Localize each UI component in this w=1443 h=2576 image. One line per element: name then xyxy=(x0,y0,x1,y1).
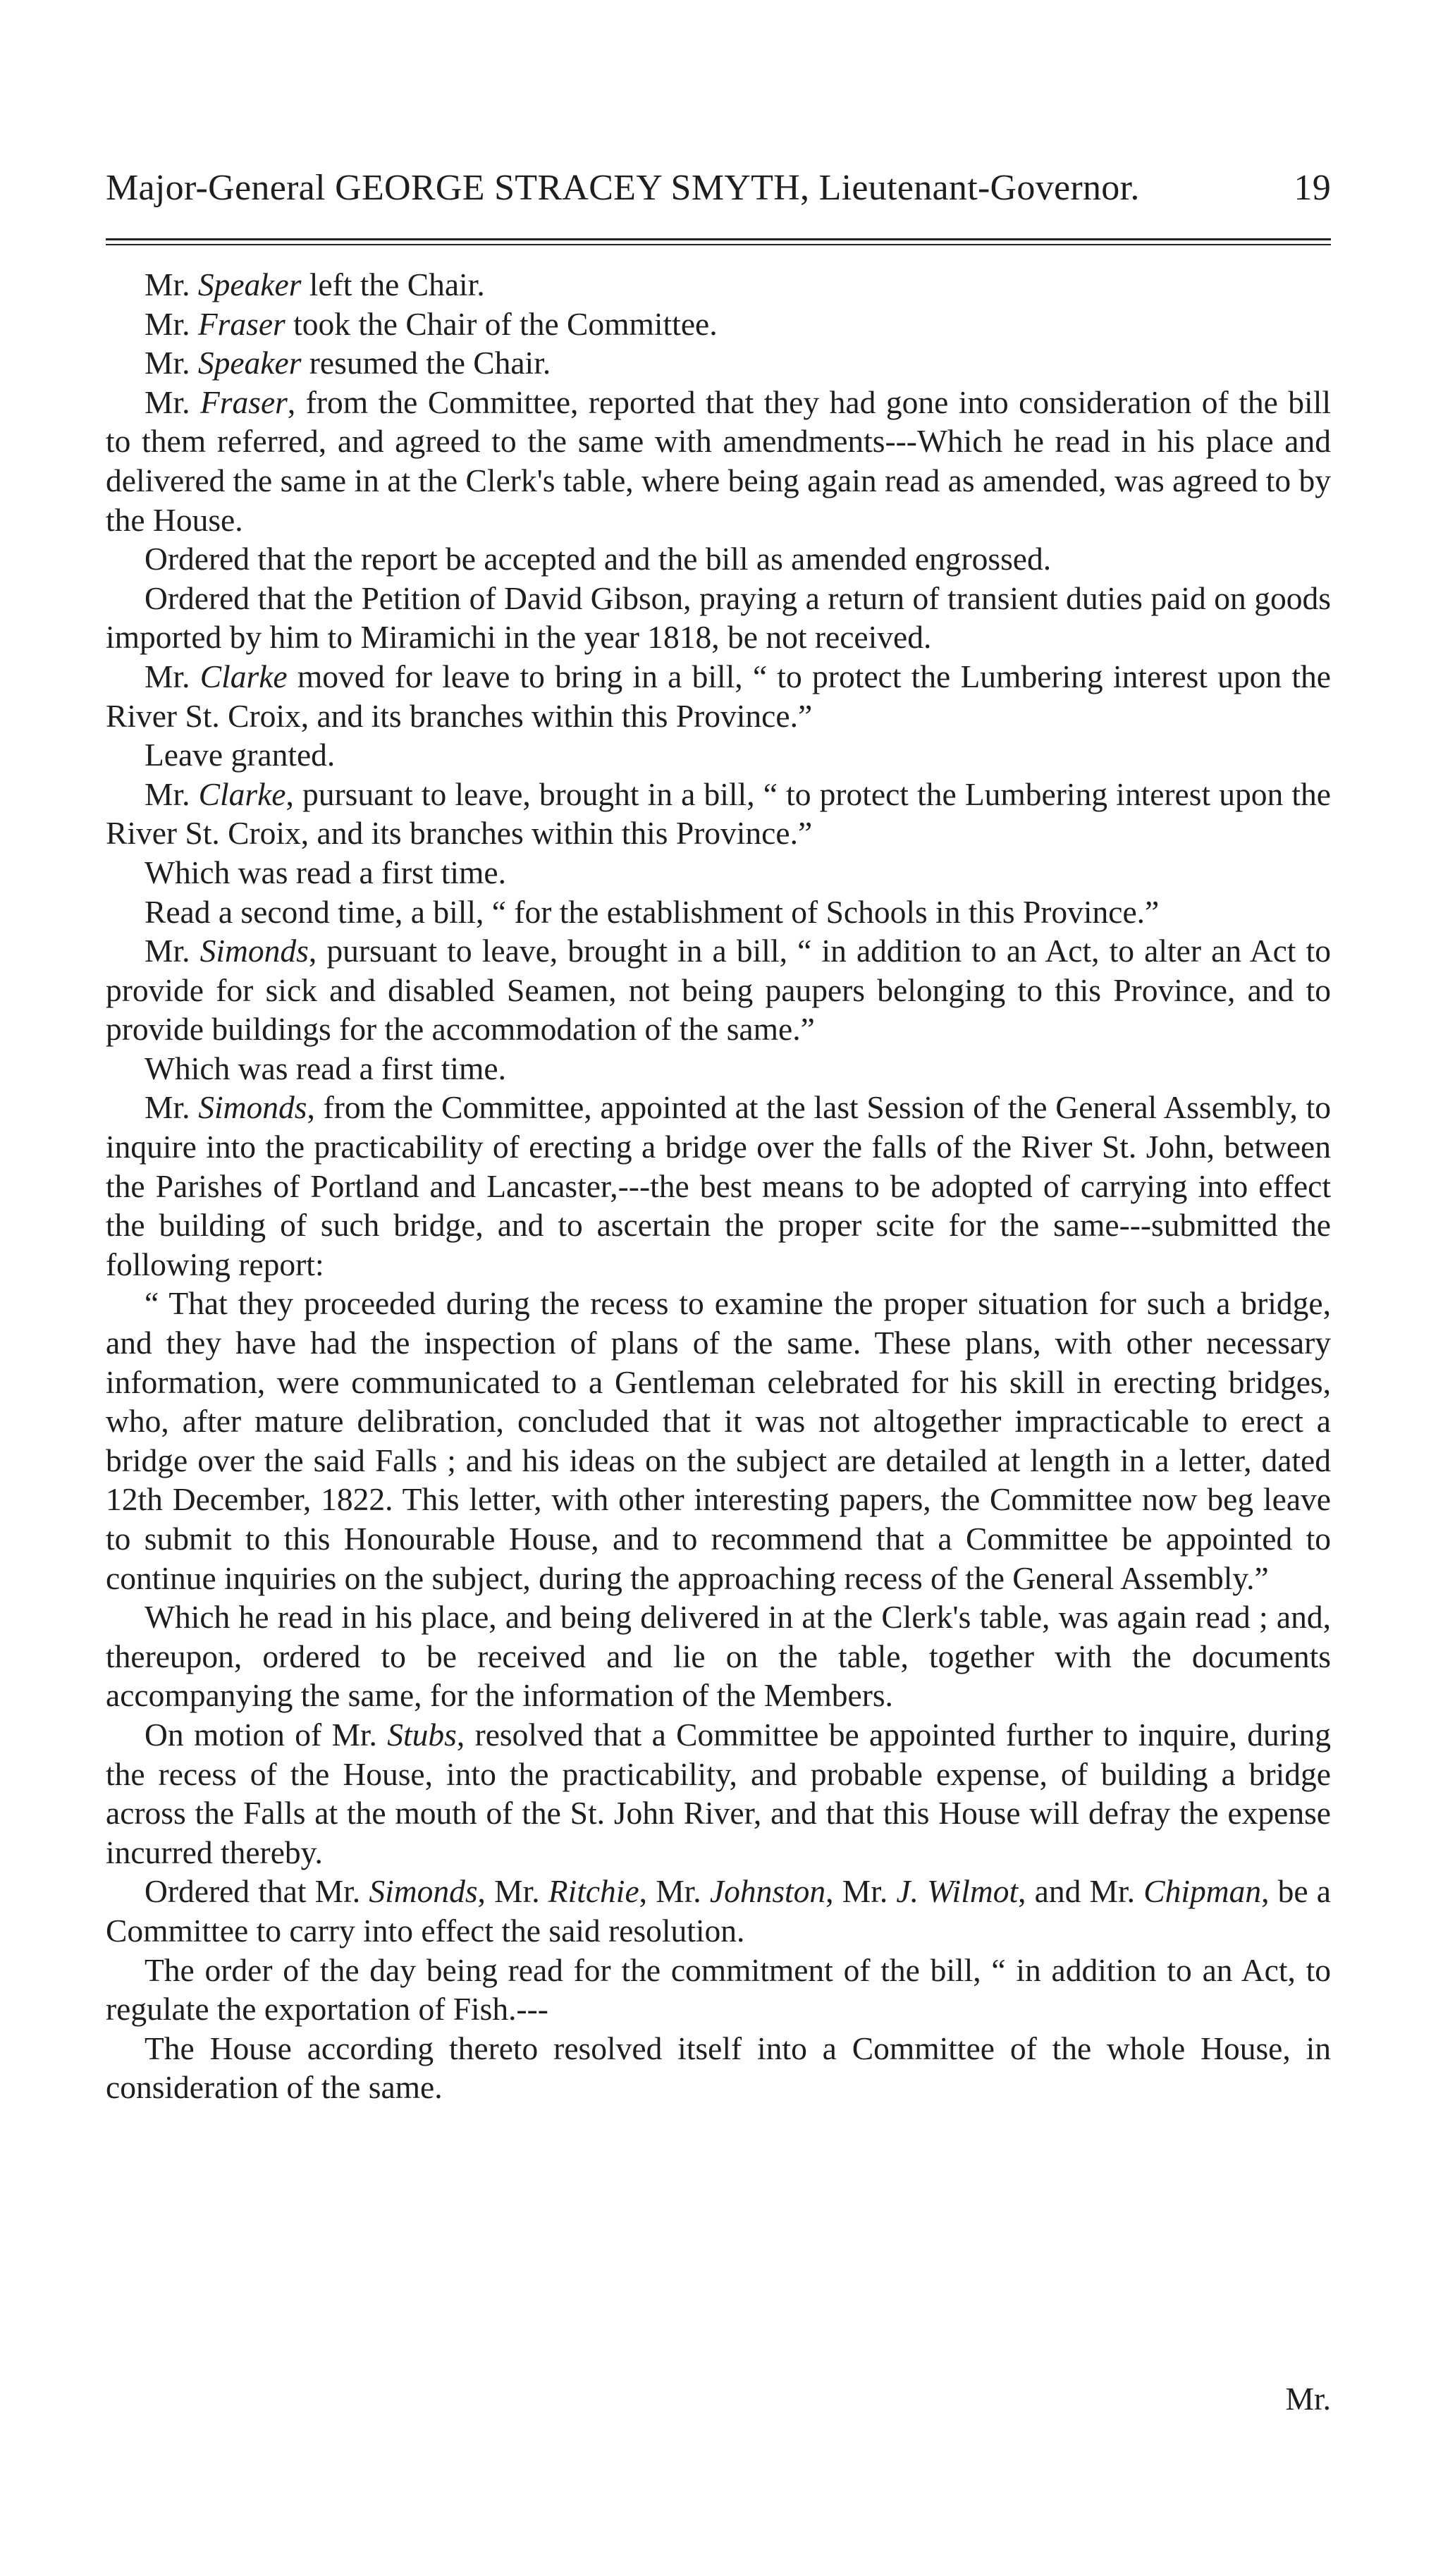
member-name: Simonds xyxy=(198,1089,307,1126)
paragraph: Mr. Simonds, pursuant to leave, brought in a bill, “ in addition to an Act, to alter an Act to provide for sick and disabled Seamen, not being paupers belonging to this Province, and to provide buildings for the accommodation of the same.” xyxy=(106,933,1331,1048)
running-head xyxy=(106,164,1331,213)
member-name: Speaker xyxy=(197,345,302,381)
paragraph: The House according thereto resolved itself into a Committee of the whole House, in consideration of the same. xyxy=(106,2030,1331,2106)
member-name: Johnston xyxy=(709,1873,826,1910)
running-head-title: Major-General GEORGE STRACEY SMYTH, Lieutenant-Governor. xyxy=(106,168,1140,208)
member-name: Fraser xyxy=(197,305,285,342)
body-text xyxy=(106,265,1331,2107)
paragraph: Ordered that Mr. Simonds, Mr. Ritchie, Mr. Johnston, Mr. J. Wilmot, and Mr. Chipman, be a Committee to carry into effect the said resolution. xyxy=(106,1873,1331,1949)
paragraph: Mr. Clarke moved for leave to bring in a bill, “ to protect the Lumbering interest upon the River St. Croix, and its branches within this Province.” xyxy=(106,658,1331,734)
paragraph: Mr. Clarke, pursuant to leave, brought in a bill, “ to protect the Lumbering interest upon the River St. Croix, and its branches within this Province.” xyxy=(106,775,1331,852)
member-name: Clarke xyxy=(198,775,286,812)
paragraph: The order of the day being read for the commitment of the bill, “ in addition to an Act, to regulate the exportation of Fish.--- xyxy=(106,1951,1331,2028)
paragraph: Leave granted. xyxy=(145,737,336,773)
member-name: Chipman xyxy=(1143,1873,1262,1910)
committee-report: “ That they proceeded during the recess to examine the proper situation for such a bridge, and they have had the inspection of plans of the same. These plans, with other necessary information, were communicated to a Gentleman celebrated for his skill in erecting bridges, who, after mature delibration, concluded that it was not altogether impracticable to erect a bridge over the said Falls ; and his ideas on the subject are detailed at length in a letter, dated 12th December, 1822. This letter, with other interesting papers, the Committee now beg leave to submit to this Honourable House, and to recommend that a Committee be appointed to continue inquiries on the subject, during the approaching recess of the General Assembly.” xyxy=(106,1285,1331,1596)
header-rule-thick xyxy=(106,238,1331,240)
paragraph: Mr. Speaker resumed the Chair. xyxy=(145,345,551,381)
member-name: Simonds xyxy=(199,933,309,969)
paragraph: Mr. Speaker left the Chair. xyxy=(145,266,485,302)
header-rule-thin xyxy=(106,244,1331,245)
paragraph: On motion of Mr. Stubs, resolved that a Committee be appointed further to inquire, during the recess of the House, into the practicability, and probable expense, of building a bridge across the Falls at the mouth of the St. John River, and that this House will defray the expense incurred thereby. xyxy=(106,1716,1331,1870)
paragraph: Read a second time, a bill, “ for the establishment of Schools in this Province.” xyxy=(145,893,1160,930)
paragraph: Mr. Simonds, from the Committee, appointed at the last Session of the General Assembly, to inquire into the practicability of erecting a bridge over the falls of the River St. John, between the Parishes of Portland and Lancaster,---the best means to be adopted of carrying into effect the building of such bridge, and to ascertain the proper scite for the same---submitted the following report: xyxy=(106,1089,1331,1282)
paragraph: Which was read a first time. xyxy=(145,854,506,890)
paragraph: Which was read a first time. xyxy=(145,1050,506,1086)
paragraph: Which he read in his place, and being delivered in at the Clerk's table, was again read ; and, thereupon, ordered to be received and lie on the table, together with the documents accompanying the same, for the information of the Members. xyxy=(106,1599,1331,1714)
page-number: 19 xyxy=(1294,168,1331,208)
member-name: Ritchie xyxy=(548,1873,639,1910)
catchword: Mr. xyxy=(1285,2381,1331,2417)
member-name: Stubs xyxy=(387,1716,457,1753)
member-name: Simonds xyxy=(369,1873,478,1910)
paragraph: Ordered that the report be accepted and the bill as amended engrossed. xyxy=(145,541,1052,577)
member-name: J. Wilmot xyxy=(896,1873,1019,1910)
paragraph: Mr. Fraser took the Chair of the Committee. xyxy=(145,305,718,342)
member-name: Speaker xyxy=(197,266,302,302)
member-name: Fraser xyxy=(200,384,288,420)
member-name: Clarke xyxy=(199,658,288,694)
paragraph: Ordered that the Petition of David Gibson, praying a return of transient duties paid on goods imported by him to Miramichi in the year 1818, be not received. xyxy=(106,579,1331,656)
paragraph: Mr. Fraser, from the Committee, reported that they had gone into consideration of the bill to them referred, and agreed to the same with amendments---Which he read in his place and delivered the same in at the Clerk's table, where being again read as amended, was agreed to by the House. xyxy=(106,384,1331,538)
